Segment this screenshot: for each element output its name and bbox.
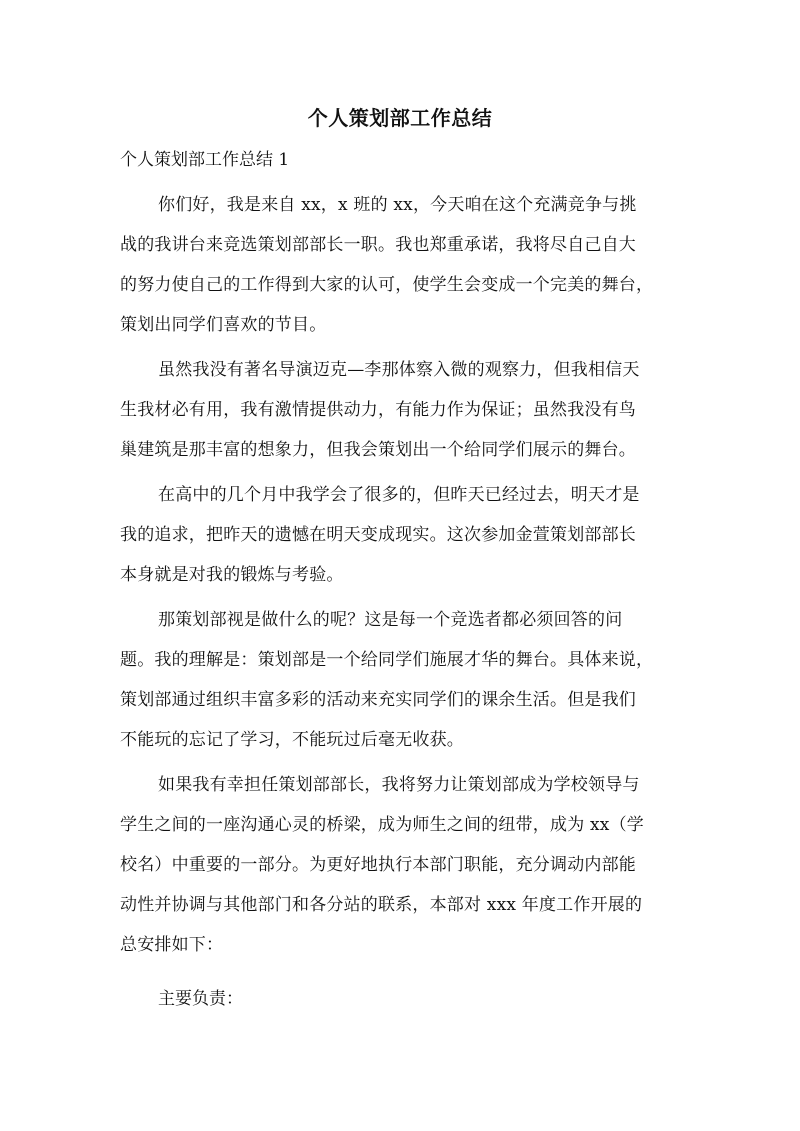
paragraph-line: 策划出同学们喜欢的节目。	[120, 315, 327, 335]
paragraph-3	[120, 475, 680, 595]
paragraph-line: 巢建筑是那丰富的想象力，但我会策划出一个给同学们展示的舞台。	[120, 440, 636, 460]
paragraph-line: 生我材必有用，我有激情提供动力，有能力作为保证；虽然我没有鸟	[120, 400, 636, 420]
paragraph-line: 虽然我没有著名导演迈克—李那体察入微的观察力，但我相信天	[158, 360, 640, 380]
paragraph-line: 那策划部视是做什么的呢？这是每一个竞选者都必须回答的问	[158, 610, 623, 630]
paragraph-line: 本身就是对我的锻炼与考验。	[120, 565, 344, 585]
paragraph-line: 如果我有幸担任策划部部长，我将努力让策划部成为学校领导与	[158, 775, 640, 795]
paragraph-line: 在高中的几个月中我学会了很多的，但昨天已经过去，明天才是	[158, 485, 640, 505]
paragraph-line: 我的追求，把昨天的遗憾在明天变成现实。这次参加金萱策划部部长	[120, 525, 636, 545]
paragraph-line: 校名）中重要的一部分。为更好地执行本部门职能，充分调动内部能	[120, 855, 636, 875]
paragraph-2	[120, 350, 680, 470]
paragraph-line: 动性并协调与其他部门和各分站的联系，本部对 xxx 年度工作开展的	[120, 895, 643, 915]
paragraph-line: 战的我讲台来竞选策划部部长一职。我也郑重承诺，我将尽自己自大	[120, 235, 636, 255]
document-subheading: 个人策划部工作总结 1	[120, 150, 290, 170]
paragraph-line: 题。我的理解是：策划部是一个给同学们施展才华的舞台。具体来说，	[120, 650, 654, 670]
paragraph-line: 不能玩的忘记了学习，不能玩过后毫无收获。	[120, 730, 464, 750]
paragraph-line: 总安排如下：	[120, 935, 224, 955]
paragraph-line: 策划部通过组织丰富多彩的活动来充实同学们的课余生活。但是我们	[120, 690, 636, 710]
document-title: 个人策划部工作总结	[307, 106, 493, 130]
paragraph-line: 的努力使自己的工作得到大家的认可，使学生会变成一个完美的舞台，	[120, 275, 654, 295]
paragraph-line: 学生之间的一座沟通心灵的桥梁，成为师生之间的纽带，成为 xx（学	[120, 815, 644, 835]
last-line: 主要负责：	[158, 989, 243, 1009]
paragraph-line: 你们好，我是来自 xx，x 班的 xx，今天咱在这个充满竞争与挑	[158, 195, 637, 215]
paragraph-4	[120, 600, 680, 760]
paragraph-5	[120, 765, 680, 965]
paragraph-1	[120, 185, 680, 345]
